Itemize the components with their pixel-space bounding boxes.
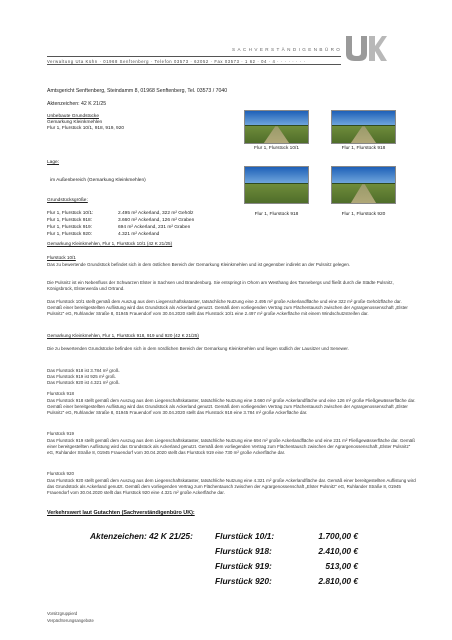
location-text: im Außenbereich (Gemarkung Kleinkmehlen) <box>50 178 146 183</box>
object-title: Unbebaute Grundstücke <box>47 114 99 119</box>
section1-paragraph-2: Die Pulsnitz ist ein Nebenfluss der Schwarzen Elster in Sachsen und Brandenburg. Sie entspringt in Ohorn am Westhang des Tannebergs und fließt durch die Städte Pulsnitz, Königsbrück, Elsterwerda und Ortrand. <box>47 280 394 291</box>
photo-caption-1: Flur 1, Flurstück 10/1 <box>253 146 300 151</box>
size-heading: Grundstücksgröße: <box>47 198 88 203</box>
section1-heading: Gemarkung Kleinkmehlen, Flur 1, Flurstück 10/1 (42 K 21/25) <box>47 241 173 246</box>
size-label-919: Flur 1, Flurstück 919: <box>47 225 93 230</box>
header-rule-top <box>47 56 341 57</box>
company-logo <box>343 34 387 64</box>
photo-parcel-918-a <box>331 110 396 144</box>
valuation-label-919: Flurstück 919: <box>215 561 272 571</box>
size-value-920: 4.321 m² Ackerland <box>118 232 160 237</box>
valuation-value-919: 513,00 € <box>325 561 358 571</box>
valuation-label-10-1: Flurstück 10/1: <box>215 531 275 541</box>
section1-subheading: Flurstück 10/1 <box>47 255 76 260</box>
section2-size-920: Das Flurstück 920 ist 4.321 m² groß. <box>47 380 120 385</box>
photo-parcel-918-b <box>244 166 309 204</box>
photo-caption-3: Flur 1, Flurstück 918 <box>254 212 299 217</box>
location-heading: Lage: <box>47 160 60 165</box>
footer-line-1: Vorsitzgruppierd <box>47 611 78 616</box>
valuation-value-920: 2.810,00 € <box>318 576 358 586</box>
section2-size-919: Das Flurstück 919 ist 925 m² groß. <box>47 374 117 379</box>
size-value-918: 3.660 m² Ackerland, 126 m² Graben <box>118 218 195 223</box>
valuation-value-918: 2.410,00 € <box>318 546 358 556</box>
header-contact: Verwaltung Uta Kühn · 01968 Senftenberg · Telefon 03573 · 62052 · Fax 03573 · 1 62 · 04 · 4 · · · · · · · · <box>47 58 306 64</box>
photo-parcel-10-1 <box>244 110 309 144</box>
object-district: Gemarkung Kleinkmehlen <box>47 120 103 125</box>
header-rule-bottom <box>47 64 341 65</box>
size-label-920: Flur 1, Flurstück 920: <box>47 232 93 237</box>
section1-paragraph-3: Das Flurstück 10/1 stellt gemäß dem Auszug aus dem Liegenschaftskataster, tatsächliche Nutzung eine 2.495 m² große Ackerlandfläche und eine 322 m² große Gehölzfläche dar. Gemäß einer bereitgestellten Auflistung wird das Grundstück als Ackerland genutzt. Gemäß dem vorliegenden Vertrag zum Flächentausch zwischen der Agrargenossenschaft „Elster Pulsnitz“ eG, Ruhlander Straße 8, 01945 Frauendorf vom 30.04.2020 stellt das Flurstück 10/1 eine 2.497 m² große Ackerfläche mit einem Windschutzstreifen dar. <box>47 299 408 316</box>
parcel-919-heading: Flurstück 919 <box>47 431 75 436</box>
size-label-918: Flur 1, Flurstück 918: <box>47 218 93 223</box>
section2-paragraph-1: Die zu bewertenden Grundstücke befinden sich in dem nördlichen Bereich der Gemarkung Kleinkmehlen und liegen südlich der Lausitzer und Senewer. <box>47 346 349 351</box>
valuation-case-label: Aktenzeichen: 42 K 21/25: <box>90 531 193 541</box>
valuation-heading: Verkehrswert laut Gutachten (Sachverständigenbüro UK): <box>47 510 195 516</box>
court-address: Amtsgericht Senftenberg, Steindamm 8, 01968 Senftenberg, Tel. 03573 / 7040 <box>47 88 228 94</box>
section2-size-918: Das Flurstück 918 ist 3.784 m² groß. <box>47 368 120 373</box>
footer-line-2: Verpächterungsangebote <box>47 618 94 623</box>
section2-heading: Gemarkung Kleinkmehlen, Flur 1, Flurstück 918, 919 und 920 (42 K 21/25) <box>47 333 199 338</box>
parcel-920-text: Das Flurstück 920 stellt gemäß dem Auszug aus dem Liegenschaftskataster, tatsächliche Nutzung eine 4.321 m² große Ackerlandfläche dar. Gemäß einer bereitgestellten Auflistung wird das Grundstück als Ackerland genutzt. Gemäß dem vorliegenden Vertrag zum Flächentausch zwischen der Agrargenossenschaft „Elster Pulsnitz“ eG, Ruhlander Straße 8, 01945 Frauendorf vom 30.04.2020 stellt das Flurstück 920 eine 4.321 m² große Ackerfläche dar. <box>47 478 416 495</box>
photo-parcel-920 <box>331 166 396 204</box>
parcel-918-heading: Flurstück 918 <box>47 391 75 396</box>
object-parcels: Flur 1, Flurstück 10/1, 918, 919, 920 <box>47 126 125 131</box>
parcel-918-text: Das Flurstück 918 stellt gemäß dem Auszug aus dem Liegenschaftskataster, tatsächliche Nutzung eine 3.660 m² große Ackerlandfläche und eine 126 m² große Fließgewässerfläche dar. Gemäß einer bereitgestellten Auflistung wird das Grundstück als Ackerland genutzt. Gemäß dem vorliegenden Vertrag zum Flächentausch zwischen der Agrargenossenschaft „Elster Pulsnitz“ eG, Ruhlander Straße 8, 01945 Frauendorf vom 30.04.2020 stellt das Flurstück 918 eine 3.784 m² große Ackerfläche dar. <box>47 398 416 415</box>
size-value-919: 694 m² Ackerland, 231 m² Graben <box>118 225 191 230</box>
valuation-label-920: Flurstück 920: <box>215 576 272 586</box>
brand-name: SACHVERSTÄNDIGENBÜRO <box>232 47 343 52</box>
photo-caption-4: Flur 1, Flurstück 920 <box>341 212 386 217</box>
valuation-value-10-1: 1.700,00 € <box>318 531 358 541</box>
case-number: Aktenzeichen: 42 K 21/25 <box>47 101 107 107</box>
parcel-919-text: Das Flurstück 919 stellt gemäß dem Auszug aus dem Liegenschaftskataster, tatsächliche Nutzung eine 694 m² große Ackerlandfläche und eine 231 m² Fließgewässerfläche dar. Gemäß einer bereitgestellten Auflistung wird das Grundstück als Ackerland genutzt. Gemäß dem vorliegenden Vertrag zum Flächentausch zwischen der Agrargenossenschaft „Elster Pulsnitz“ eG, Ruhlander Straße 8, 01945 Frauendorf vom 30.04.2020 stellt das Flurstück 919 eine 730 m² große Ackerfläche dar. <box>47 438 415 455</box>
parcel-920-heading: Flurstück 920 <box>47 471 75 476</box>
photo-caption-2: Flur 1, Flurstück 918 <box>341 146 386 151</box>
valuation-label-918: Flurstück 918: <box>215 546 272 556</box>
size-value-10-1: 2.495 m² Ackerland, 322 m² Gehölz <box>118 211 194 216</box>
size-label-10-1: Flur 1, Flurstück 10/1: <box>47 211 94 216</box>
section1-paragraph-1: Das zu bewertende Grundstück befindet sich in dem östlichen Bereich der Gemarkung Kleinkmehlen und ist gegenüber indirekt an der Pulsnitz gelegen. <box>47 262 351 267</box>
